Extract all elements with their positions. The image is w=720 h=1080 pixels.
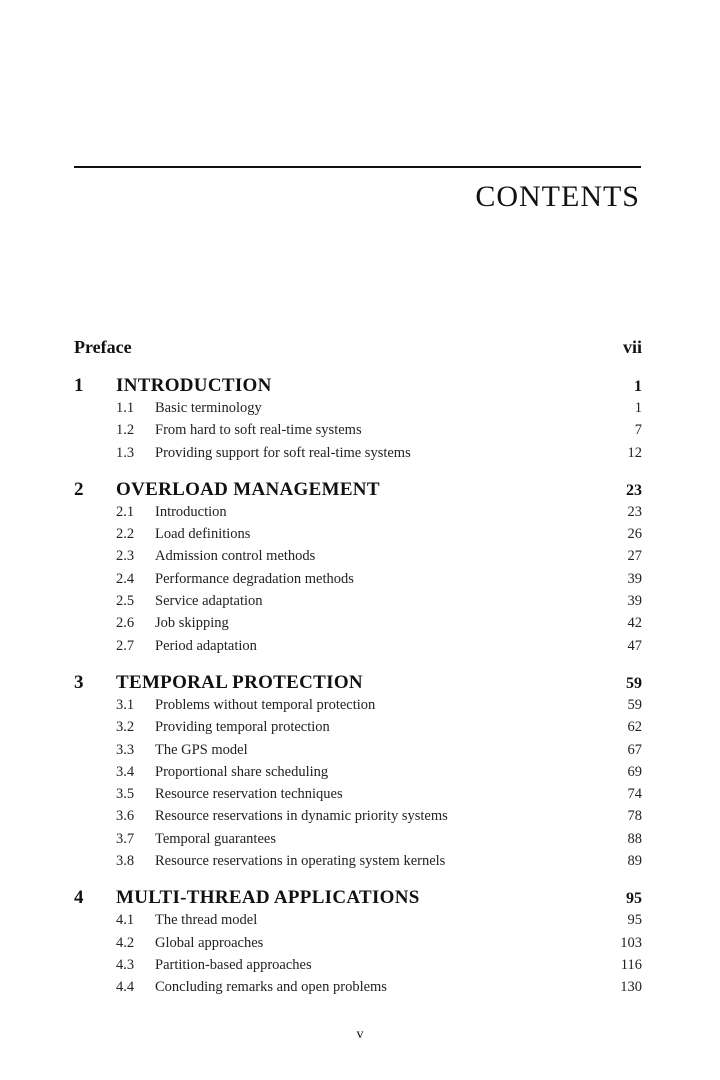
section-title: Resource reservations in operating system kernels [155, 853, 446, 870]
section-page: 89 [627, 853, 642, 870]
section-page: 67 [627, 741, 642, 758]
chapter [74, 672, 642, 875]
section-title: Providing support for soft real-time systems [155, 444, 411, 461]
chapter-title: MULTI-THREAD APPLICATIONS [116, 887, 420, 909]
chapter-number: 1 [74, 375, 84, 396]
section-page: 39 [627, 593, 642, 610]
section-page: 78 [627, 808, 642, 825]
chapter-title: INTRODUCTION [116, 375, 272, 396]
preface-title: Preface [74, 337, 132, 357]
chapter-heading[interactable] [74, 479, 642, 504]
preface-page: vii [622, 337, 642, 357]
section-number: 1.2 [116, 422, 135, 439]
section-title: Load definitions [155, 526, 251, 543]
toc-preface-entry[interactable] [74, 337, 642, 363]
section-page: 95 [627, 912, 642, 929]
section-number: 2.6 [116, 615, 135, 632]
section-entry[interactable] [74, 445, 642, 467]
section-page: 23 [627, 503, 642, 520]
section-entry[interactable] [74, 400, 642, 422]
section-number: 3.4 [116, 763, 135, 780]
section-entry[interactable] [74, 853, 642, 875]
section-number: 3.3 [116, 741, 135, 758]
section-page: 7 [634, 422, 642, 439]
section-entry[interactable] [74, 638, 642, 660]
section-number: 3.6 [116, 808, 135, 825]
section-number: 3.7 [116, 830, 135, 847]
section-page: 39 [627, 570, 642, 587]
chapter-number: 3 [74, 671, 84, 693]
section-title: Proportional share scheduling [155, 763, 329, 780]
section-number: 2.7 [116, 637, 135, 654]
section-title: Introduction [155, 503, 227, 520]
section-title: Basic terminology [155, 400, 262, 416]
section-title: Concluding remarks and open problems [155, 979, 387, 996]
section-number: 4.3 [116, 956, 135, 973]
section-entry[interactable] [74, 979, 642, 1001]
section-entry[interactable] [74, 935, 642, 957]
chapter-number: 2 [74, 478, 84, 500]
section-page: 74 [627, 786, 642, 803]
section-title: Admission control methods [155, 548, 316, 565]
section-number: 1.1 [116, 400, 135, 416]
section-entry[interactable] [74, 831, 642, 853]
section-title: Temporal guarantees [155, 830, 276, 847]
chapter [74, 479, 642, 660]
section-page: 62 [627, 719, 642, 736]
chapter-page: 59 [626, 674, 642, 692]
section-entry[interactable] [74, 957, 642, 979]
section-entry[interactable] [74, 548, 642, 570]
section-page: 47 [627, 637, 642, 654]
chapter-page: 1 [634, 378, 642, 395]
chapter-page: 23 [626, 481, 642, 499]
chapter-list [74, 375, 642, 1002]
section-entry[interactable] [74, 697, 642, 719]
section-entry[interactable] [74, 764, 642, 786]
chapter [74, 375, 642, 467]
chapter [74, 887, 642, 1001]
section-number: 3.5 [116, 786, 135, 803]
section-number: 2.5 [116, 593, 135, 610]
section-title: From hard to soft real-time systems [155, 422, 362, 439]
section-title: The GPS model [155, 741, 248, 758]
section-title: Partition-based approaches [155, 956, 312, 973]
section-number: 3.1 [116, 696, 135, 713]
section-title: Resource reservations in dynamic priority systems [155, 808, 448, 825]
header-rule [74, 166, 641, 168]
section-entry[interactable] [74, 615, 642, 637]
section-entry[interactable] [74, 719, 642, 741]
section-number: 3.2 [116, 719, 135, 736]
section-title: Job skipping [155, 615, 229, 632]
section-number: 4.2 [116, 934, 135, 951]
section-title: Resource reservation techniques [155, 786, 343, 803]
page-number: v [356, 1027, 364, 1042]
section-number: 3.8 [116, 853, 135, 870]
section-page: 130 [620, 979, 642, 996]
section-number: 4.1 [116, 912, 135, 929]
section-number: 2.2 [116, 526, 135, 543]
section-page: 1 [634, 400, 642, 416]
section-page: 103 [620, 934, 642, 951]
chapter-heading[interactable] [74, 887, 642, 912]
chapter-title: TEMPORAL PROTECTION [116, 671, 363, 693]
section-number: 2.4 [116, 570, 135, 587]
section-title: The thread model [155, 912, 258, 929]
chapter-heading[interactable] [74, 375, 642, 400]
section-title: Global approaches [155, 934, 264, 951]
section-page: 116 [620, 956, 642, 973]
section-page: 88 [627, 830, 642, 847]
section-entry[interactable] [74, 571, 642, 593]
section-number: 2.1 [116, 503, 135, 520]
section-page: 26 [627, 526, 642, 543]
section-number: 1.3 [116, 444, 135, 461]
section-title: Service adaptation [155, 593, 263, 610]
chapter-page: 95 [626, 890, 642, 908]
section-title: Problems without temporal protection [155, 696, 376, 713]
chapter-number: 4 [74, 887, 84, 909]
section-page: 59 [627, 696, 642, 713]
section-number: 2.3 [116, 548, 135, 565]
section-entry[interactable] [74, 526, 642, 548]
section-title: Providing temporal protection [155, 719, 330, 736]
section-title: Period adaptation [155, 637, 257, 654]
section-entry[interactable] [74, 504, 642, 526]
chapter-heading[interactable] [74, 672, 642, 697]
section-entry[interactable] [74, 808, 642, 830]
section-entry[interactable] [74, 912, 642, 934]
page-title: CONTENTS [475, 180, 640, 213]
table-of-contents [74, 337, 642, 1002]
section-number: 4.4 [116, 979, 135, 996]
section-entry[interactable] [74, 593, 642, 615]
section-entry[interactable] [74, 742, 642, 764]
section-page: 42 [627, 615, 642, 632]
section-page: 27 [627, 548, 642, 565]
section-title: Performance degradation methods [155, 570, 354, 587]
section-entry[interactable] [74, 422, 642, 444]
section-entry[interactable] [74, 786, 642, 808]
section-page: 69 [627, 763, 642, 780]
section-page: 12 [627, 444, 642, 461]
chapter-title: OVERLOAD MANAGEMENT [116, 478, 380, 500]
